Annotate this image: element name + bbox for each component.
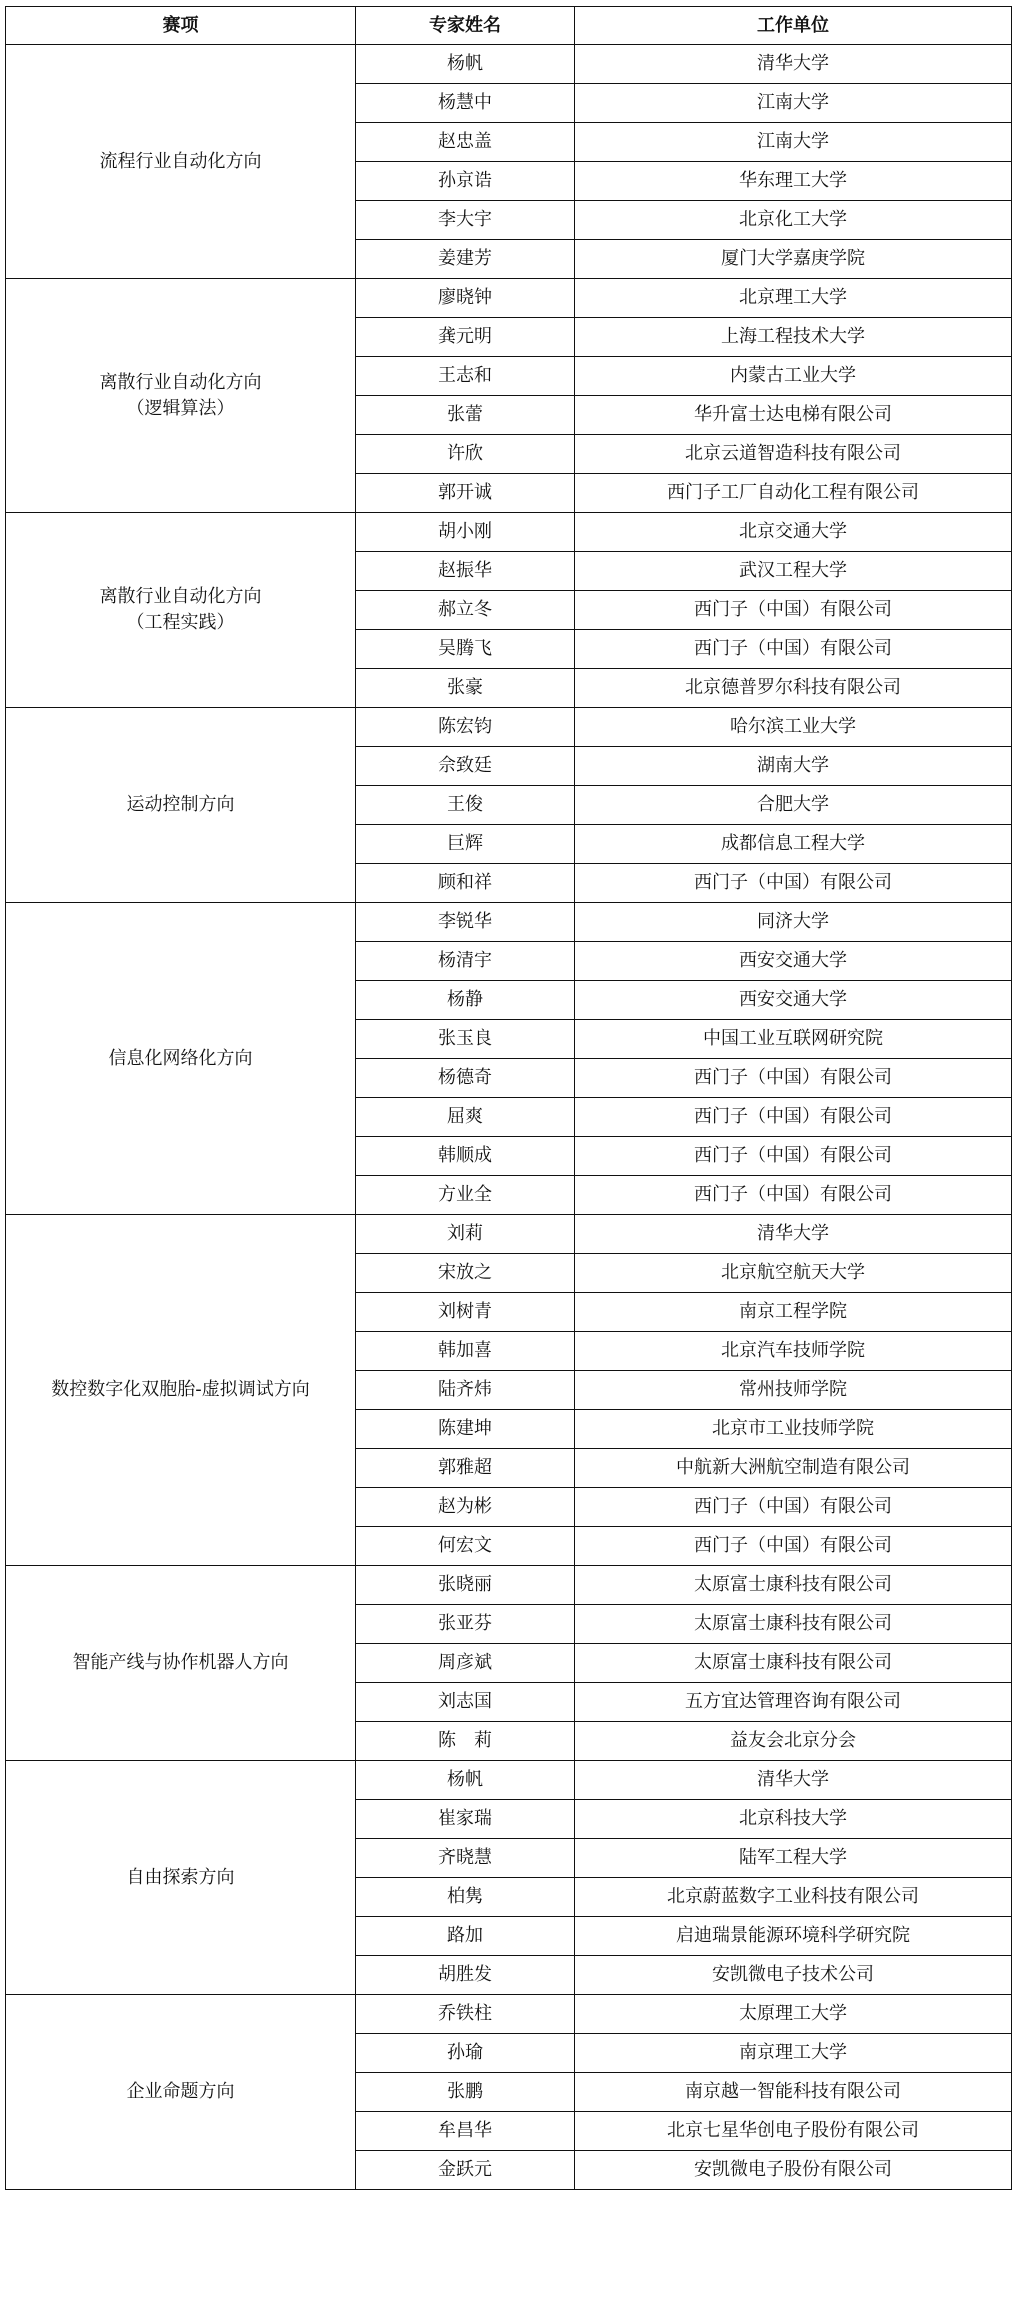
- event-name-line: 离散行业自动化方向: [99, 371, 262, 393]
- organization-cell: 北京航空航天大学: [575, 1254, 1012, 1293]
- expert-name-cell: 陆齐炜: [356, 1371, 575, 1410]
- organization-cell: 南京工程学院: [575, 1293, 1012, 1332]
- organization-cell: 陆军工程大学: [575, 1839, 1012, 1878]
- organization-cell: 北京德普罗尔科技有限公司: [575, 669, 1012, 708]
- event-name-line: 智能产线与协作机器人方向: [72, 1652, 289, 1673]
- expert-name-cell: 王俊: [356, 786, 575, 825]
- organization-cell: 内蒙古工业大学: [575, 357, 1012, 396]
- organization-cell: 西门子（中国）有限公司: [575, 1137, 1012, 1176]
- organization-cell: 武汉工程大学: [575, 552, 1012, 591]
- expert-name-cell: 王志和: [356, 357, 575, 396]
- organization-cell: 西门子（中国）有限公司: [575, 630, 1012, 669]
- expert-name-cell: 廖晓钟: [356, 279, 575, 318]
- expert-name-cell: 郝立冬: [356, 591, 575, 630]
- organization-cell: 北京化工大学: [575, 201, 1012, 240]
- organization-cell: 五方宜达管理咨询有限公司: [575, 1683, 1012, 1722]
- event-name-line: 信息化网络化方向: [108, 1047, 253, 1069]
- expert-name-cell: 巨辉: [356, 825, 575, 864]
- header-event: 赛项: [6, 7, 356, 45]
- expert-name-cell: 佘致廷: [356, 747, 575, 786]
- organization-cell: 合肥大学: [575, 786, 1012, 825]
- header-row: [6, 7, 1012, 45]
- expert-table: [5, 6, 1012, 2190]
- organization-cell: 清华大学: [575, 45, 1012, 84]
- event-cell: [6, 513, 356, 708]
- event-cell: [6, 903, 356, 1215]
- organization-cell: 上海工程技术大学: [575, 318, 1012, 357]
- organization-cell: 清华大学: [575, 1761, 1012, 1800]
- organization-cell: 北京科技大学: [575, 1800, 1012, 1839]
- expert-name-cell: 牟昌华: [356, 2112, 575, 2151]
- table-row: [6, 1566, 1012, 1605]
- expert-name-cell: 杨慧中: [356, 84, 575, 123]
- organization-cell: 启迪瑞景能源环境科学研究院: [575, 1917, 1012, 1956]
- expert-name-cell: 宋放之: [356, 1254, 575, 1293]
- organization-cell: 北京云道智造科技有限公司: [575, 435, 1012, 474]
- expert-name-cell: 金跃元: [356, 2151, 575, 2190]
- expert-name-cell: 胡小刚: [356, 513, 575, 552]
- organization-cell: 西门子（中国）有限公司: [575, 1098, 1012, 1137]
- expert-name-cell: 赵为彬: [356, 1488, 575, 1527]
- organization-cell: 北京市工业技师学院: [575, 1410, 1012, 1449]
- organization-cell: 南京理工大学: [575, 2034, 1012, 2073]
- expert-name-cell: 齐晓慧: [356, 1839, 575, 1878]
- organization-cell: 安凯微电子股份有限公司: [575, 2151, 1012, 2190]
- expert-name-cell: 杨清宇: [356, 942, 575, 981]
- organization-cell: 西门子（中国）有限公司: [575, 864, 1012, 903]
- organization-cell: 西门子（中国）有限公司: [575, 1527, 1012, 1566]
- organization-cell: 华升富士达电梯有限公司: [575, 396, 1012, 435]
- expert-name-cell: 韩加喜: [356, 1332, 575, 1371]
- expert-name-cell: 路加: [356, 1917, 575, 1956]
- organization-cell: 北京交通大学: [575, 513, 1012, 552]
- organization-cell: 南京越一智能科技有限公司: [575, 2073, 1012, 2112]
- organization-cell: 安凯微电子技术公司: [575, 1956, 1012, 1995]
- organization-cell: 北京七星华创电子股份有限公司: [575, 2112, 1012, 2151]
- table-row: [6, 1215, 1012, 1254]
- table-row: [6, 279, 1012, 318]
- expert-name-cell: 顾和祥: [356, 864, 575, 903]
- organization-cell: 太原理工大学: [575, 1995, 1012, 2034]
- expert-name-cell: 韩顺成: [356, 1137, 575, 1176]
- expert-name-cell: 赵振华: [356, 552, 575, 591]
- organization-cell: 华东理工大学: [575, 162, 1012, 201]
- organization-cell: 湖南大学: [575, 747, 1012, 786]
- expert-name-cell: 屈爽: [356, 1098, 575, 1137]
- organization-cell: 中国工业互联网研究院: [575, 1020, 1012, 1059]
- header-expert-name: 专家姓名: [356, 7, 575, 45]
- expert-name-cell: 杨帆: [356, 1761, 575, 1800]
- organization-cell: 太原富士康科技有限公司: [575, 1644, 1012, 1683]
- expert-name-cell: 张鹏: [356, 2073, 575, 2112]
- expert-name-cell: 刘莉: [356, 1215, 575, 1254]
- table-header: [6, 7, 1012, 45]
- expert-name-cell: 许欣: [356, 435, 575, 474]
- expert-name-cell: 张豪: [356, 669, 575, 708]
- event-cell: [6, 45, 356, 279]
- expert-name-cell: 张亚芬: [356, 1605, 575, 1644]
- table-row: [6, 1995, 1012, 2034]
- event-name-line: 运动控制方向: [126, 794, 235, 815]
- expert-name-cell: 孙京诰: [356, 162, 575, 201]
- expert-name-cell: 刘树青: [356, 1293, 575, 1332]
- organization-cell: 江南大学: [575, 84, 1012, 123]
- organization-cell: 太原富士康科技有限公司: [575, 1566, 1012, 1605]
- organization-cell: 西门子（中国）有限公司: [575, 591, 1012, 630]
- organization-cell: 北京理工大学: [575, 279, 1012, 318]
- expert-name-cell: 何宏文: [356, 1527, 575, 1566]
- expert-name-cell: 杨帆: [356, 45, 575, 84]
- organization-cell: 西门子（中国）有限公司: [575, 1059, 1012, 1098]
- expert-name-cell: 姜建芳: [356, 240, 575, 279]
- expert-name-cell: 刘志国: [356, 1683, 575, 1722]
- expert-name-cell: 龚元明: [356, 318, 575, 357]
- event-name-line: 数控数字化双胞胎-虚拟调试方向: [51, 1379, 310, 1400]
- expert-name-cell: 陈建坤: [356, 1410, 575, 1449]
- expert-name-cell: 陈 莉: [356, 1722, 575, 1761]
- expert-name-cell: 郭开诚: [356, 474, 575, 513]
- header-organization: 工作单位: [575, 7, 1012, 45]
- expert-name-cell: 赵忠盖: [356, 123, 575, 162]
- event-cell: [6, 1761, 356, 1995]
- expert-name-cell: 张晓丽: [356, 1566, 575, 1605]
- expert-name-cell: 崔家瑞: [356, 1800, 575, 1839]
- organization-cell: 清华大学: [575, 1215, 1012, 1254]
- expert-name-cell: 胡胜发: [356, 1956, 575, 1995]
- expert-name-cell: 吴腾飞: [356, 630, 575, 669]
- table-row: [6, 513, 1012, 552]
- event-cell: [6, 1566, 356, 1761]
- organization-cell: 哈尔滨工业大学: [575, 708, 1012, 747]
- expert-name-cell: 杨德奇: [356, 1059, 575, 1098]
- expert-name-cell: 张玉良: [356, 1020, 575, 1059]
- organization-cell: 江南大学: [575, 123, 1012, 162]
- expert-name-cell: 李大宇: [356, 201, 575, 240]
- event-name-line: 企业命题方向: [126, 2081, 235, 2102]
- expert-name-cell: 柏隽: [356, 1878, 575, 1917]
- table-row: [6, 903, 1012, 942]
- organization-cell: 西门子（中国）有限公司: [575, 1176, 1012, 1215]
- organization-cell: 西门子（中国）有限公司: [575, 1488, 1012, 1527]
- organization-cell: 中航新大洲航空制造有限公司: [575, 1449, 1012, 1488]
- table-row: [6, 708, 1012, 747]
- event-name-line: （工程实践）: [126, 612, 235, 633]
- event-cell: [6, 1215, 356, 1566]
- expert-name-cell: 乔铁柱: [356, 1995, 575, 2034]
- expert-name-cell: 张蕾: [356, 396, 575, 435]
- event-cell: [6, 279, 356, 513]
- organization-cell: 西安交通大学: [575, 981, 1012, 1020]
- organization-cell: 西安交通大学: [575, 942, 1012, 981]
- organization-cell: 益友会北京分会: [575, 1722, 1012, 1761]
- organization-cell: 成都信息工程大学: [575, 825, 1012, 864]
- event-name-line: 离散行业自动化方向: [99, 586, 262, 607]
- table-row: [6, 45, 1012, 84]
- expert-name-cell: 陈宏钧: [356, 708, 575, 747]
- organization-cell: 常州技师学院: [575, 1371, 1012, 1410]
- organization-cell: 厦门大学嘉庚学院: [575, 240, 1012, 279]
- event-name-line: 自由探索方向: [126, 1866, 235, 1888]
- expert-name-cell: 周彦斌: [356, 1644, 575, 1683]
- expert-name-cell: 孙瑜: [356, 2034, 575, 2073]
- organization-cell: 太原富士康科技有限公司: [575, 1605, 1012, 1644]
- expert-name-cell: 郭雅超: [356, 1449, 575, 1488]
- table-body: [6, 45, 1012, 2190]
- table-row: [6, 1761, 1012, 1800]
- expert-name-cell: 杨静: [356, 981, 575, 1020]
- organization-cell: 北京蔚蓝数字工业科技有限公司: [575, 1878, 1012, 1917]
- organization-cell: 北京汽车技师学院: [575, 1332, 1012, 1371]
- event-name-line: （逻辑算法）: [126, 397, 235, 419]
- expert-name-cell: 李锐华: [356, 903, 575, 942]
- event-cell: [6, 1995, 356, 2190]
- organization-cell: 西门子工厂自动化工程有限公司: [575, 474, 1012, 513]
- organization-cell: 同济大学: [575, 903, 1012, 942]
- expert-name-cell: 方业全: [356, 1176, 575, 1215]
- event-cell: [6, 708, 356, 903]
- event-name-line: 流程行业自动化方向: [99, 150, 262, 172]
